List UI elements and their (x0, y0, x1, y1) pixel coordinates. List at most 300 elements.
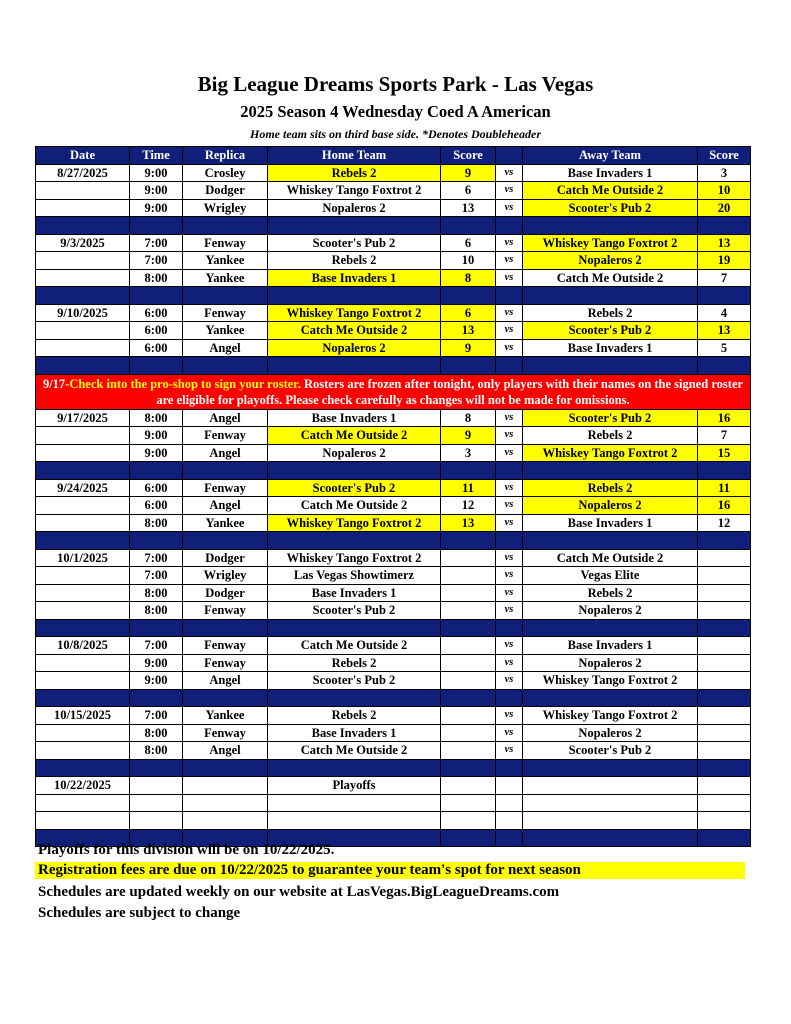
game-replica: Yankee (183, 252, 268, 270)
game-row (36, 584, 751, 602)
away-team: Base Invaders 1 (523, 164, 698, 182)
spacer-row (36, 532, 751, 550)
game-time: 9:00 (130, 164, 183, 182)
away-team: Rebels 2 (523, 427, 698, 445)
game-time: 9:00 (130, 444, 183, 462)
spacer-cell (130, 619, 183, 637)
game-time: 8:00 (130, 602, 183, 620)
game-date (36, 672, 130, 690)
home-team: Rebels 2 (268, 654, 441, 672)
game-time: 7:00 (130, 549, 183, 567)
spacer-cell (698, 829, 751, 847)
away-score (698, 654, 751, 672)
vs-label: vs (496, 409, 523, 427)
game-date (36, 654, 130, 672)
spacer-cell (523, 462, 698, 480)
spacer-cell (523, 619, 698, 637)
home-team: Base Invaders 1 (268, 269, 441, 287)
game-replica: Angel (183, 672, 268, 690)
game-date (36, 567, 130, 585)
empty-cell (130, 794, 183, 812)
roster-notice-highlight: Check into the pro-shop to sign your roster. (69, 376, 301, 391)
spacer-cell (36, 619, 130, 637)
away-team: Whiskey Tango Foxtrot 2 (523, 707, 698, 725)
vs-label: vs (496, 427, 523, 445)
game-row (36, 269, 751, 287)
spacer-cell (523, 357, 698, 375)
footer-playoffs-note: Playoffs for this division will be on 10/22/2025. (38, 842, 335, 858)
game-date: 9/17/2025 (36, 409, 130, 427)
vs-label: vs (496, 322, 523, 340)
away-team: Base Invaders 1 (523, 637, 698, 655)
spacer-cell (36, 287, 130, 305)
game-date (36, 724, 130, 742)
game-date (36, 444, 130, 462)
vs-label: vs (496, 567, 523, 585)
home-score: 6 (441, 182, 496, 200)
spacer-cell (496, 759, 523, 777)
away-score: 11 (698, 479, 751, 497)
spacer-cell (183, 759, 268, 777)
game-time: 8:00 (130, 742, 183, 760)
spacer-cell (268, 462, 441, 480)
game-replica: Fenway (183, 427, 268, 445)
game-row (36, 602, 751, 620)
spacer-cell (441, 532, 496, 550)
spacer-cell (698, 532, 751, 550)
away-team: Whiskey Tango Foxtrot 2 (523, 234, 698, 252)
empty-row (36, 812, 751, 830)
game-replica: Dodger (183, 182, 268, 200)
home-team: Nopaleros 2 (268, 199, 441, 217)
spacer-row (36, 689, 751, 707)
game-replica: Fenway (183, 654, 268, 672)
spacer-cell (183, 689, 268, 707)
empty-cell (496, 777, 523, 795)
game-time: 7:00 (130, 234, 183, 252)
vs-label: vs (496, 182, 523, 200)
spacer-cell (183, 462, 268, 480)
away-team: Catch Me Outside 2 (523, 269, 698, 287)
home-team: Base Invaders 1 (268, 409, 441, 427)
game-time: 8:00 (130, 514, 183, 532)
col-header-home-score: Score (441, 147, 496, 165)
home-team: Whiskey Tango Foxtrot 2 (268, 514, 441, 532)
page-title: Big League Dreams Sports Park - Las Vegas (197, 72, 594, 96)
spacer-cell (441, 829, 496, 847)
empty-cell (698, 812, 751, 830)
game-row (36, 479, 751, 497)
empty-cell (441, 812, 496, 830)
spacer-cell (496, 829, 523, 847)
spacer-cell (36, 759, 130, 777)
roster-notice-date: 9/17- (42, 376, 70, 391)
game-replica: Yankee (183, 322, 268, 340)
home-team: Nopaleros 2 (268, 339, 441, 357)
game-date (36, 497, 130, 515)
home-score: 12 (441, 497, 496, 515)
game-time: 6:00 (130, 304, 183, 322)
away-team: Scooter's Pub 2 (523, 322, 698, 340)
game-time: 6:00 (130, 479, 183, 497)
vs-label: vs (496, 497, 523, 515)
game-date (36, 427, 130, 445)
spacer-cell (268, 217, 441, 235)
game-row (36, 199, 751, 217)
spacer-cell (523, 532, 698, 550)
game-time: 9:00 (130, 672, 183, 690)
game-row (36, 339, 751, 357)
home-score: 9 (441, 164, 496, 182)
game-row (36, 567, 751, 585)
schedule-note: Home team sits on third base side. *Denotes Doubleheader (250, 127, 541, 141)
vs-label: vs (496, 199, 523, 217)
spacer-cell (698, 759, 751, 777)
roster-notice-text: Rosters are frozen after tonight, only players with their names on the signed roster are eligible for playoffs. Please check carefully as changes will not be made for omissions. (156, 376, 744, 407)
spacer-cell (268, 619, 441, 637)
home-team: Whiskey Tango Foxtrot 2 (268, 549, 441, 567)
game-time: 9:00 (130, 427, 183, 445)
game-date (36, 602, 130, 620)
away-score (698, 549, 751, 567)
game-row (36, 654, 751, 672)
game-time: 9:00 (130, 199, 183, 217)
col-header-date: Date (36, 147, 130, 165)
home-team: Catch Me Outside 2 (268, 742, 441, 760)
table-header-row (36, 147, 751, 165)
away-score: 7 (698, 427, 751, 445)
game-replica: Fenway (183, 234, 268, 252)
spacer-cell (698, 619, 751, 637)
away-score: 4 (698, 304, 751, 322)
game-date (36, 269, 130, 287)
spacer-row (36, 759, 751, 777)
home-team: Catch Me Outside 2 (268, 497, 441, 515)
game-row (36, 742, 751, 760)
game-replica: Dodger (183, 549, 268, 567)
away-score: 16 (698, 409, 751, 427)
game-replica: Yankee (183, 707, 268, 725)
roster-notice-row (36, 374, 751, 409)
spacer-cell (130, 532, 183, 550)
game-replica: Angel (183, 339, 268, 357)
empty-cell (698, 777, 751, 795)
vs-label: vs (496, 724, 523, 742)
away-team: Nopaleros 2 (523, 497, 698, 515)
game-row (36, 427, 751, 445)
page-subtitle: 2025 Season 4 Wednesday Coed A American (240, 102, 551, 121)
playoffs-date: 10/22/2025 (36, 777, 130, 795)
away-team: Nopaleros 2 (523, 724, 698, 742)
game-replica: Wrigley (183, 199, 268, 217)
spacer-cell (36, 217, 130, 235)
game-row (36, 322, 751, 340)
game-time: 6:00 (130, 322, 183, 340)
spacer-cell (268, 357, 441, 375)
playoffs-label: Playoffs (268, 777, 441, 795)
away-score: 20 (698, 199, 751, 217)
away-score: 10 (698, 182, 751, 200)
away-score (698, 742, 751, 760)
home-score: 9 (441, 339, 496, 357)
spacer-row (36, 287, 751, 305)
home-score: 8 (441, 409, 496, 427)
game-row (36, 637, 751, 655)
home-team: Scooter's Pub 2 (268, 234, 441, 252)
spacer-cell (183, 532, 268, 550)
game-row (36, 497, 751, 515)
home-score: 8 (441, 269, 496, 287)
game-row (36, 234, 751, 252)
schedule-body (36, 164, 751, 847)
home-score (441, 654, 496, 672)
spacer-cell (496, 532, 523, 550)
home-team: Whiskey Tango Foxtrot 2 (268, 182, 441, 200)
vs-label: vs (496, 479, 523, 497)
playoffs-row (36, 777, 751, 795)
game-row (36, 707, 751, 725)
game-time: 8:00 (130, 269, 183, 287)
game-row (36, 549, 751, 567)
home-team: Las Vegas Showtimerz (268, 567, 441, 585)
spacer-cell (268, 759, 441, 777)
empty-cell (523, 777, 698, 795)
spacer-cell (441, 619, 496, 637)
game-date (36, 252, 130, 270)
away-score (698, 602, 751, 620)
spacer-cell (36, 357, 130, 375)
game-replica: Angel (183, 409, 268, 427)
vs-label: vs (496, 304, 523, 322)
vs-label: vs (496, 707, 523, 725)
spacer-row (36, 462, 751, 480)
spacer-row (36, 217, 751, 235)
home-score (441, 567, 496, 585)
spacer-cell (441, 287, 496, 305)
game-date: 9/10/2025 (36, 304, 130, 322)
home-score: 13 (441, 322, 496, 340)
spacer-cell (183, 217, 268, 235)
empty-row (36, 794, 751, 812)
vs-label: vs (496, 637, 523, 655)
game-replica: Fenway (183, 637, 268, 655)
spacer-cell (496, 689, 523, 707)
spacer-cell (496, 287, 523, 305)
spacer-cell (36, 689, 130, 707)
home-team: Nopaleros 2 (268, 444, 441, 462)
spacer-cell (268, 689, 441, 707)
away-score: 13 (698, 322, 751, 340)
spacer-cell (183, 287, 268, 305)
vs-label: vs (496, 164, 523, 182)
game-date (36, 182, 130, 200)
game-date: 10/15/2025 (36, 707, 130, 725)
home-team: Rebels 2 (268, 252, 441, 270)
home-score (441, 742, 496, 760)
vs-label: vs (496, 234, 523, 252)
away-score: 7 (698, 269, 751, 287)
away-team: Scooter's Pub 2 (523, 742, 698, 760)
game-replica: Dodger (183, 584, 268, 602)
empty-cell (523, 812, 698, 830)
vs-label: vs (496, 672, 523, 690)
game-row (36, 672, 751, 690)
away-team: Nopaleros 2 (523, 654, 698, 672)
away-team: Whiskey Tango Foxtrot 2 (523, 444, 698, 462)
away-team: Rebels 2 (523, 304, 698, 322)
game-date: 9/3/2025 (36, 234, 130, 252)
game-time: 6:00 (130, 339, 183, 357)
game-date: 10/8/2025 (36, 637, 130, 655)
game-replica: Fenway (183, 724, 268, 742)
empty-cell (130, 777, 183, 795)
away-score: 3 (698, 164, 751, 182)
col-header-replica: Replica (183, 147, 268, 165)
spacer-cell (130, 759, 183, 777)
game-replica: Fenway (183, 602, 268, 620)
away-team: Scooter's Pub 2 (523, 199, 698, 217)
vs-label: vs (496, 602, 523, 620)
spacer-cell (698, 462, 751, 480)
game-replica: Wrigley (183, 567, 268, 585)
game-row (36, 304, 751, 322)
vs-label: vs (496, 654, 523, 672)
away-team: Rebels 2 (523, 479, 698, 497)
game-time: 9:00 (130, 654, 183, 672)
spacer-cell (698, 357, 751, 375)
home-score: 3 (441, 444, 496, 462)
col-header-vs (496, 147, 523, 165)
empty-cell (130, 812, 183, 830)
game-replica: Crosley (183, 164, 268, 182)
home-team: Scooter's Pub 2 (268, 672, 441, 690)
home-score: 10 (441, 252, 496, 270)
away-team: Catch Me Outside 2 (523, 182, 698, 200)
game-time: 7:00 (130, 707, 183, 725)
home-score (441, 672, 496, 690)
home-score (441, 724, 496, 742)
col-header-time: Time (130, 147, 183, 165)
home-score: 9 (441, 427, 496, 445)
home-score: 6 (441, 304, 496, 322)
game-date: 10/1/2025 (36, 549, 130, 567)
spacer-cell (36, 532, 130, 550)
spacer-cell (441, 462, 496, 480)
game-time: 8:00 (130, 409, 183, 427)
home-score: 13 (441, 199, 496, 217)
home-score (441, 584, 496, 602)
game-replica: Yankee (183, 269, 268, 287)
vs-label: vs (496, 549, 523, 567)
away-score (698, 707, 751, 725)
spacer-cell (496, 357, 523, 375)
game-row (36, 409, 751, 427)
home-team: Base Invaders 1 (268, 724, 441, 742)
spacer-cell (698, 689, 751, 707)
game-row (36, 444, 751, 462)
game-replica: Yankee (183, 514, 268, 532)
spacer-cell (496, 462, 523, 480)
away-score: 12 (698, 514, 751, 532)
home-team: Rebels 2 (268, 164, 441, 182)
col-header-away-score: Score (698, 147, 751, 165)
empty-cell (36, 812, 130, 830)
away-team: Rebels 2 (523, 584, 698, 602)
home-score: 6 (441, 234, 496, 252)
spacer-cell (130, 357, 183, 375)
vs-label: vs (496, 252, 523, 270)
vs-label: vs (496, 514, 523, 532)
game-replica: Fenway (183, 304, 268, 322)
away-team: Base Invaders 1 (523, 514, 698, 532)
spacer-cell (130, 462, 183, 480)
spacer-cell (130, 217, 183, 235)
game-date (36, 514, 130, 532)
col-header-away-team: Away Team (523, 147, 698, 165)
footer-registration-note: Registration fees are due on 10/22/2025 to guarantee your team's spot for next season (35, 862, 745, 879)
spacer-row (36, 357, 751, 375)
empty-cell (183, 794, 268, 812)
empty-cell (698, 794, 751, 812)
empty-cell (496, 794, 523, 812)
spacer-cell (523, 689, 698, 707)
spacer-cell (441, 689, 496, 707)
home-team: Scooter's Pub 2 (268, 479, 441, 497)
game-time: 7:00 (130, 252, 183, 270)
footer-change-note: Schedules are subject to change (38, 905, 241, 921)
empty-cell (183, 812, 268, 830)
spacer-cell (130, 287, 183, 305)
game-replica: Angel (183, 742, 268, 760)
spacer-cell (523, 217, 698, 235)
away-team: Whiskey Tango Foxtrot 2 (523, 672, 698, 690)
footer-website-note: Schedules are updated weekly on our website at LasVegas.BigLeagueDreams.com (38, 884, 560, 900)
away-score: 13 (698, 234, 751, 252)
home-team: Catch Me Outside 2 (268, 427, 441, 445)
home-team: Catch Me Outside 2 (268, 637, 441, 655)
game-time: 9:00 (130, 182, 183, 200)
away-team: Vegas Elite (523, 567, 698, 585)
away-score (698, 724, 751, 742)
game-replica: Fenway (183, 479, 268, 497)
home-score: 13 (441, 514, 496, 532)
home-score: 11 (441, 479, 496, 497)
spacer-cell (523, 759, 698, 777)
empty-cell (268, 812, 441, 830)
game-date (36, 339, 130, 357)
spacer-cell (441, 357, 496, 375)
game-time: 7:00 (130, 567, 183, 585)
game-date (36, 199, 130, 217)
vs-label: vs (496, 339, 523, 357)
game-replica: Angel (183, 497, 268, 515)
spacer-cell (268, 287, 441, 305)
spacer-cell (496, 217, 523, 235)
game-row (36, 514, 751, 532)
away-team: Catch Me Outside 2 (523, 549, 698, 567)
spacer-cell (496, 619, 523, 637)
game-row (36, 182, 751, 200)
empty-cell (268, 794, 441, 812)
away-score: 15 (698, 444, 751, 462)
game-date (36, 322, 130, 340)
game-row (36, 164, 751, 182)
home-team: Catch Me Outside 2 (268, 322, 441, 340)
spacer-cell (523, 287, 698, 305)
spacer-cell (268, 532, 441, 550)
away-score (698, 672, 751, 690)
away-team: Scooter's Pub 2 (523, 409, 698, 427)
